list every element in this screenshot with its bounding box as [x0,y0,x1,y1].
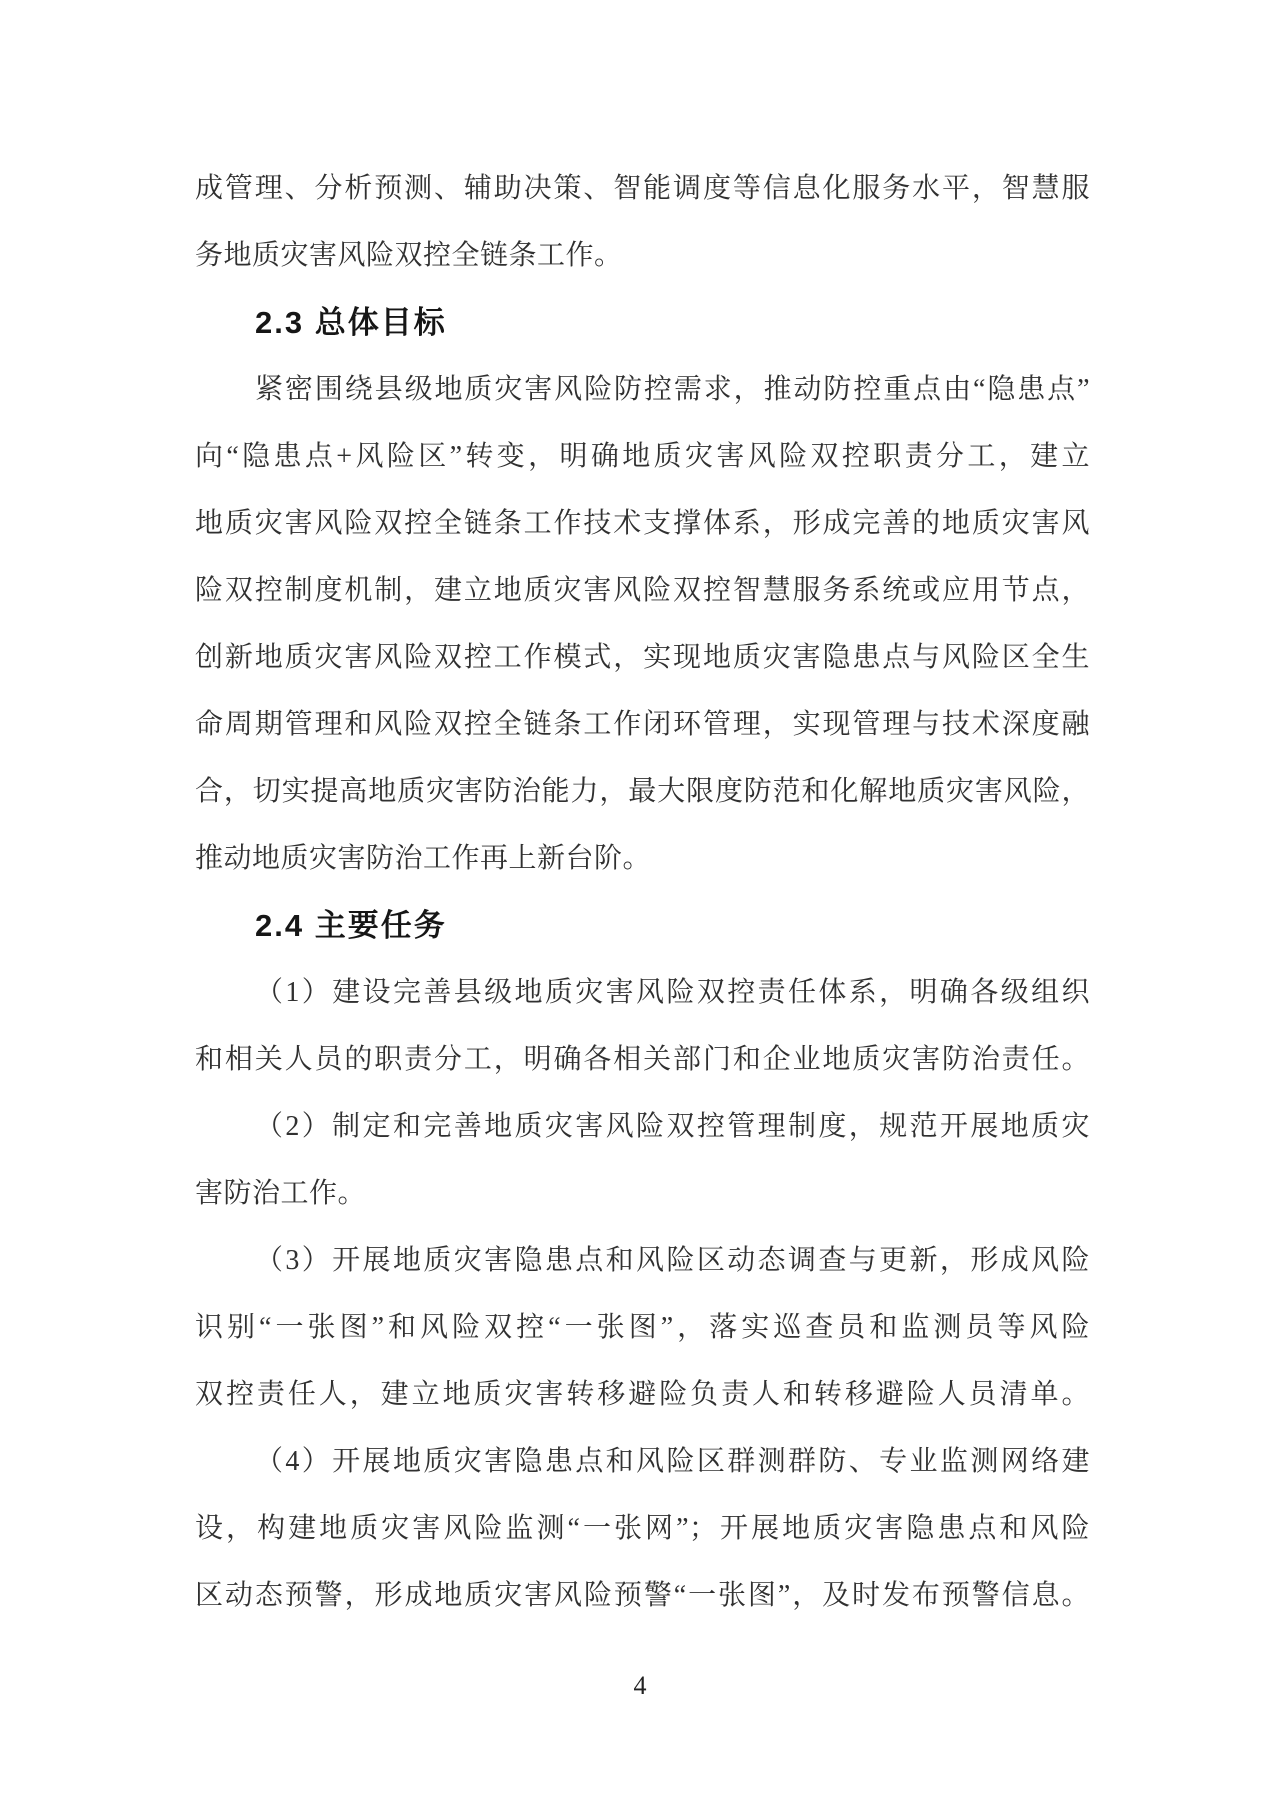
body-text-line: 创新地质灾害风险双控工作模式，实现地质灾害隐患点与风险区全生 [195,642,1090,673]
section-heading: 2.3 总体目标 [255,305,447,340]
body-text-line: 紧密围绕县级地质灾害风险防控需求，推动防控重点由“隐患点” [255,374,1090,405]
body-text-line: 害防治工作。 [195,1178,367,1209]
body-text-line: 向“隐患点+风险区”转变，明确地质灾害风险双控职责分工，建立 [195,441,1090,472]
body-text-line: （4）开展地质灾害隐患点和风险区群测群防、专业监测网络建 [255,1446,1090,1477]
body-text-line: 合，切实提高地质灾害防治能力，最大限度防范和化解地质灾害风险， [195,776,1090,807]
page-number: 4 [633,1671,647,1700]
body-text-line: 地质灾害风险双控全链条工作技术支撑体系，形成完善的地质灾害风 [195,508,1090,539]
body-text-line: 设，构建地质灾害风险监测“一张网”；开展地质灾害隐患点和风险 [195,1513,1090,1544]
body-text-line: 识别“一张图”和风险双控“一张图”，落实巡查员和监测员等风险 [195,1312,1090,1343]
body-text-line: 区动态预警，形成地质灾害风险预警“一张图”，及时发布预警信息。 [195,1580,1090,1611]
body-text-line: 险双控制度机制，建立地质灾害风险双控智慧服务系统或应用节点， [195,575,1090,606]
body-text-line: （3）开展地质灾害隐患点和风险区动态调查与更新，形成风险 [255,1245,1090,1276]
body-text-line: 成管理、分析预测、辅助决策、智能调度等信息化服务水平，智慧服 [195,173,1090,204]
body-text-line: 和相关人员的职责分工，明确各相关部门和企业地质灾害防治责任。 [195,1044,1090,1075]
body-text-line: 双控责任人，建立地质灾害转移避险负责人和转移避险人员清单。 [195,1379,1090,1410]
body-text-line: （1）建设完善县级地质灾害风险双控责任体系，明确各级组织 [255,977,1090,1008]
body-text-line: 命周期管理和风险双控全链条工作闭环管理，实现管理与技术深度融 [195,709,1090,740]
section-heading: 2.4 主要任务 [255,908,447,943]
document-body [195,155,1090,1629]
body-text-line: （2）制定和完善地质灾害风险双控管理制度，规范开展地质灾 [255,1111,1090,1142]
body-text-line: 务地质灾害风险双控全链条工作。 [195,240,623,271]
body-text-line: 推动地质灾害防治工作再上新台阶。 [195,843,652,874]
